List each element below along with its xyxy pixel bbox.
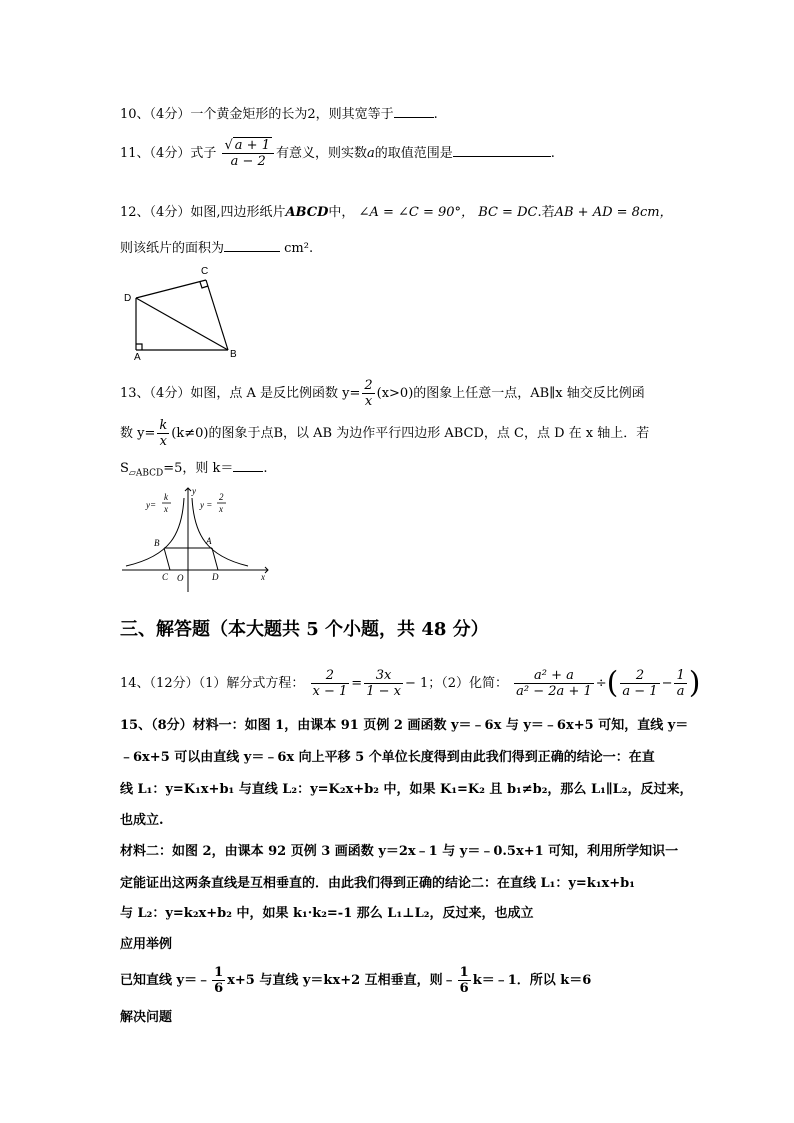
fig13-segment-bc (164, 548, 170, 570)
q14-part1: （1）解分式方程： (198, 676, 305, 691)
q14-frac-a-den: a − 1 (622, 684, 658, 699)
section-3-heading: 三、解答题（本大题共 5 个小题，共 48 分） (120, 619, 489, 640)
fig13-label-b: B (154, 538, 160, 548)
q15-l9-post: k＝﹣1．所以 k＝6 (472, 973, 592, 988)
q11-fraction: $\frac{√ a + 1}{a - 2}$ (222, 138, 273, 169)
fig12-label-b: B (230, 349, 237, 360)
q12-zhong: 中， (328, 205, 355, 220)
q13-l3-post: =5，则 k＝ (163, 461, 234, 476)
q14-eq-left (311, 668, 350, 699)
q15-frac-1-den: 6 (214, 981, 224, 996)
question-11 (120, 138, 555, 169)
q14-eq-right (364, 668, 403, 699)
q12-line2: 则该纸片的面积为 (120, 241, 225, 256)
q13-frac-2-num: k (159, 418, 168, 433)
q13-s: S (120, 461, 129, 476)
q11-number: 11、（4分） (120, 146, 191, 161)
q12-angle: ∠A = ∠C = 90°， (358, 205, 475, 220)
q15-line10: 解决问题 (120, 1010, 173, 1025)
q12-abcd: ABCD (285, 205, 329, 220)
q11-post: 的取值范围是 (374, 146, 453, 161)
q14-part2: （2）化简： (441, 676, 509, 691)
q13-end: . (263, 461, 268, 476)
q14-frac-b-den: a (676, 684, 685, 699)
fig12-label-d: D (124, 293, 132, 304)
fig12-right-angle-a (136, 344, 142, 350)
fig12-label-a: A (134, 352, 141, 362)
figure-12 (118, 262, 248, 362)
fig13-label-right-den: x (219, 504, 223, 514)
q15-frac-2-num: 1 (459, 965, 469, 980)
q13-answer-blank (233, 458, 263, 472)
q11-denominator: a − 2 (230, 154, 266, 169)
q14-simplify-num: a² + a (514, 668, 594, 684)
q15-line3: 线 L₁：y=K₁x+b₁ 与直线 L₂：y=K₂x+b₂ 中，如果 K₁=K₂ 且 b₁≠b₂，那么 L₁∥L₂，反过来， (120, 782, 693, 797)
q10-answer-blank (394, 104, 434, 118)
question-10 (120, 104, 438, 124)
fig13-label-y: y (192, 486, 196, 496)
question-13-line3 (120, 458, 268, 483)
q12-end: . (308, 241, 314, 256)
fig13-label-o: O (177, 573, 184, 583)
q15-line5: 材料二：如图 2，由课本 92 页例 3 画函数 y＝2x﹣1 与 y＝﹣0.5x+1 可知，利用所学知识一 (120, 844, 679, 859)
q13-s-sub: ▱ABCD (128, 468, 164, 479)
q14-simplify-frac (514, 668, 594, 699)
q11-end: . (550, 146, 555, 161)
q11-pre: 式子 (190, 146, 217, 161)
q13-l1-pre: 如图，点 A 是反比例函数 y= (190, 386, 361, 401)
q12-answer-blank (224, 238, 280, 252)
fig12-side-dc (136, 280, 206, 298)
q15-l9-mid: x+5 与直线 y＝kx+2 互相垂直，则﹣ (227, 973, 456, 988)
q15-line2: ﹣6x+5 可以由直线 y＝﹣6x 向上平移 5 个单位长度得到由此我们得到正确的结论一：在直 (120, 750, 655, 765)
q14-frac-a-num: 2 (620, 668, 659, 684)
fig12-label-c: C (201, 266, 209, 277)
q13-frac-1-den: x (364, 394, 373, 409)
q15-line7: 与 L₂：y=k₂x+b₂ 中，如果 k₁·k₂=-1 那么 L₁⊥L₂，反过来，也成立 (120, 906, 534, 921)
q12-ab: AB + AD = 8cm， (554, 205, 673, 220)
q10-text: 一个黄金矩形的长为2，则其宽等于 (190, 107, 394, 122)
q12-pre: 如图,四边形纸片 (190, 205, 286, 220)
q15-frac-2 (458, 965, 471, 996)
fig13-label-left-num: k (164, 492, 168, 502)
q14-frac-a (620, 668, 659, 699)
question-13-line1 (120, 378, 645, 409)
q12-bc: BC = DC (478, 205, 538, 220)
q10-number: 10、（4分） (120, 107, 191, 122)
q13-number: 13、（4分） (120, 386, 191, 401)
q15-l9-pre: 已知直线 y＝﹣ (120, 973, 211, 988)
q15-line6: 定能证出这两条直线是互相垂直的．由此我们得到正确的结论二：在直线 L₁：y=k₁x+b₁ (120, 876, 635, 891)
q13-frac-2-den: x (159, 434, 167, 449)
q13-l2-pre: 数 y= (120, 426, 156, 441)
q14-eq-left-num: 2 (311, 668, 350, 684)
q14-eq-tail: − 1； (404, 676, 442, 691)
q13-l2-post: (k≠0)的图象于点B，以 AB 为边作平行四边形 ABCD，点 C，点 D 在 x 轴上．若 (171, 426, 650, 441)
q13-frac-1 (362, 378, 374, 409)
fig13-label-d: D (212, 572, 219, 582)
fig13-label-left-den: x (164, 504, 168, 514)
q13-l1-cond: (x>0)的图象上任意一点，AB∥x 轴交反比例函 (376, 386, 645, 401)
q11-var: a (366, 146, 375, 161)
q12-number: 12、（4分） (120, 205, 191, 220)
q13-frac-2 (157, 418, 169, 449)
fig13-label-c: C (162, 572, 169, 582)
fig13-label-a: A (206, 536, 212, 546)
fig13-label-right-y: y = (200, 500, 213, 510)
question-13-line2 (120, 418, 649, 449)
q11-sqrt: a + 1 (234, 138, 270, 153)
q12-ruo: .若 (537, 205, 555, 220)
q14-eq-sign: = (351, 676, 363, 691)
figure-13 (118, 484, 278, 596)
fig13-label-right-num: 2 (219, 492, 224, 502)
q14-divide: ÷ (595, 676, 607, 691)
q15-line9 (120, 965, 591, 996)
fig13-label-x: x (261, 572, 265, 582)
q14-minus: − (661, 676, 673, 691)
q14-eq-left-den: x − 1 (312, 684, 348, 699)
question-12-line1 (120, 204, 673, 222)
q10-end: . (433, 107, 438, 122)
q11-mid: 有意义，则实数 (275, 146, 367, 161)
q15-line8: 应用举例 (120, 937, 173, 952)
q14-frac-b-num: 1 (676, 668, 685, 683)
q14-eq-right-num: 3x (364, 668, 403, 684)
q15-line4: 也成立. (120, 813, 164, 828)
fig13-label-left-y: y= (146, 500, 157, 510)
q14-frac-b (674, 668, 686, 699)
q14-simplify-den: a² − 2a + 1 (516, 684, 592, 699)
q13-frac-1-num: 2 (364, 378, 373, 393)
q15-frac-1-num: 1 (214, 965, 224, 980)
q14-number: 14、（12分） (120, 676, 199, 691)
q15-frac-1 (212, 965, 225, 996)
question-12-line2 (120, 238, 313, 258)
q15-line1: 15、（8分）材料一：如图 1，由课本 91 页例 2 画函数 y＝﹣6x 与 y＝﹣6x+5 可知，直线 y＝ (120, 718, 689, 733)
q12-unit: cm² (284, 241, 309, 256)
question-14: 14、（12分）（1）解分式方程： $\frac{2}{x - 1}$ = $\frac{3x}{1 - x}$ − 1；（2）化简： $\frac{\text{a² + a}}{\text{a² − 2a + 1}}$ ÷( $\frac{2}{a - 1}$ − $\frac{1}{a}$ ) (120, 665, 701, 701)
q15-frac-2-den: 6 (459, 981, 469, 996)
q14-eq-right-den: 1 − x (366, 684, 401, 699)
q11-answer-blank (453, 143, 551, 157)
